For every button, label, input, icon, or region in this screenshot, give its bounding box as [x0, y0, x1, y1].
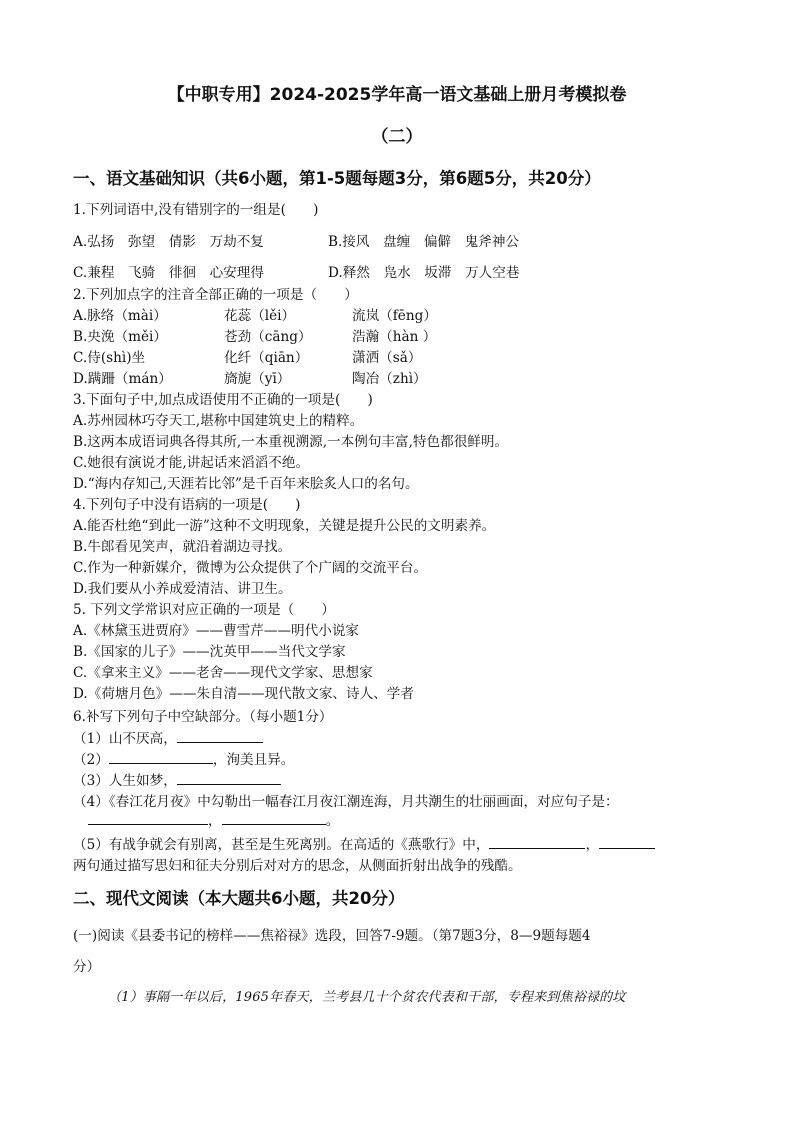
q6-item-1-blank[interactable]	[177, 730, 263, 743]
passage-paragraph-1: （1）事隔一年以后，1965年春天，兰考县几十个贫农代表和干部，专程来到焦裕禄的坟	[108, 990, 626, 1005]
q5-option-a: A.《林黛玉进贾府》——曹雪芹——明代小说家	[73, 623, 360, 639]
q2-stem: 2.下列加点字的注音全部正确的一项是（ ）	[73, 287, 358, 303]
q2-row-c-3: 潇洒（sǎ）	[352, 350, 422, 366]
q2-row-c-2: 化纤（qiān）	[224, 350, 309, 366]
q2-row-c-1: C.侍(shì)坐	[73, 350, 146, 366]
q1-option-c: C.兼程 飞骑 徘徊 心安理得	[73, 265, 264, 281]
q6-item-2-prefix: （2）	[73, 752, 109, 768]
q2-row-a-2: 花蕊（lěi）	[224, 308, 296, 324]
q1-option-d: D.释然 凫水 坂滞 万人空巷	[328, 265, 520, 281]
q5-option-c: C.《拿来主义》——老舍——现代文学家、思想家	[73, 665, 373, 681]
q4-stem: 4.下列句子中没有语病的一项是( )	[73, 497, 301, 513]
q5-stem: 5. 下列文学常识对应正确的一项是（ ）	[73, 602, 335, 618]
q3-stem: 3.下面句子中,加点成语使用不正确的一项是( )	[73, 392, 373, 408]
q2-row-a-1: A.脉络（mài）	[73, 308, 167, 324]
q2-row-b-3: 浩瀚（hàn ）	[352, 329, 437, 345]
q4-option-c: C.作为一种新媒介，微博为公众提供了个广阔的交流平台。	[73, 560, 428, 576]
q6-item-4: （4）《春江花月夜》中勾勒出一幅春江月夜江潮连海，月共潮生的壮丽画面，对应句子是：	[73, 794, 619, 810]
reading-intro-line-2: 分）	[73, 959, 101, 975]
exam-subtitle: （二）	[371, 127, 423, 147]
q6-item-2	[73, 748, 294, 768]
q5-option-d: D.《荷塘月色》——朱自清——现代散文家、诗人、学者	[73, 686, 414, 702]
q2-row-d-1: D.蹒跚（mán）	[73, 371, 172, 387]
q6-item-5-text: （5）有战争就会有别离，甚至是生死离别。在高适的《燕歌行》中，	[73, 837, 490, 853]
q6-item-5-blank-2[interactable]	[599, 836, 655, 849]
section2-heading: 二、现代文阅读（本大题共6小题，共20分）	[73, 889, 405, 908]
q5-option-b: B.《国家的儿子》——沈英甲——当代文学家	[73, 644, 346, 660]
q2-row-d-2: 旖旎（yī）	[224, 371, 291, 387]
q6-item-3-text: （3）人生如梦，	[73, 773, 177, 789]
q6-item-1	[73, 727, 263, 747]
q6-item-4-blank-2[interactable]	[222, 812, 326, 825]
q3-option-c: C.她很有演说才能,讲起话来滔滔不绝。	[73, 455, 310, 471]
q6-item-2-blank[interactable]	[109, 751, 213, 764]
q6-stem: 6.补写下列句子中空缺部分。（每小题1分）	[73, 709, 333, 725]
q4-option-d: D.我们要从小养成爱清洁、讲卫生。	[73, 581, 292, 597]
q2-row-a-3: 流岚（fēng）	[352, 308, 437, 324]
q6-item-1-text: （1）山不厌高，	[73, 731, 177, 747]
q6-item-2-text: ，洵美且异。	[212, 752, 295, 768]
q6-item-3	[73, 769, 281, 789]
q2-row-b-1: B.央浼（měi）	[73, 329, 167, 345]
q6-item-3-blank[interactable]	[177, 772, 281, 785]
q1-option-b: B.接风 盘缠 偏僻 鬼斧神公	[328, 234, 520, 250]
q6-item-5-blank-1[interactable]	[489, 836, 585, 849]
q6-item-4-answer	[88, 809, 339, 829]
q2-row-b-2: 苍劲（cāng）	[224, 329, 312, 345]
reading-intro-line-1: (一)阅读《县委书记的榜样——焦裕禄》选段，回答7-9题。（第7题3分，8—9题每题4	[73, 928, 591, 944]
section1-heading: 一、语文基础知识（共6小题，第1-5题每题3分，第6题5分，共20分）	[73, 169, 601, 188]
q6-item-4-period: 。	[325, 813, 340, 829]
q4-option-b: B.牛郎看见笑声，就沿着湖边寻找。	[73, 539, 292, 555]
q3-option-b: B.这两本成语词典各得其所,一本重视溯源,一本例句丰富,特色都很鲜明。	[73, 434, 509, 450]
q1-option-a: A.弘扬 弥望 倩影 万劫不复	[73, 234, 264, 250]
q6-item-5-comma: ，	[585, 837, 600, 853]
q6-item-4-comma: ，	[208, 813, 222, 829]
q3-option-d: D.“海内存知己,天涯若比邻”是千百年来脍炙人口的名句。	[73, 476, 419, 492]
q4-option-a: A.能否杜绝“到此一游”这种不文明现象，关键是提升公民的文明素养。	[73, 518, 496, 534]
q3-option-a: A.苏州园林巧夺天工,堪称中国建筑史上的精粹。	[73, 413, 364, 429]
q6-item-5	[73, 833, 655, 853]
q2-row-d-3: 陶冶（zhì）	[352, 371, 427, 387]
q6-item-4-blank-1[interactable]	[88, 812, 208, 825]
q1-stem: 1.下列词语中,没有错别字的一组是( )	[73, 202, 319, 218]
q6-item-5-cont: 两句通过描写思妇和征夫分别后对对方的思念，从侧面折射出战争的残酷。	[73, 858, 522, 874]
exam-title: 【中职专用】2024-2025学年高一语文基础上册月考模拟卷	[167, 85, 627, 105]
